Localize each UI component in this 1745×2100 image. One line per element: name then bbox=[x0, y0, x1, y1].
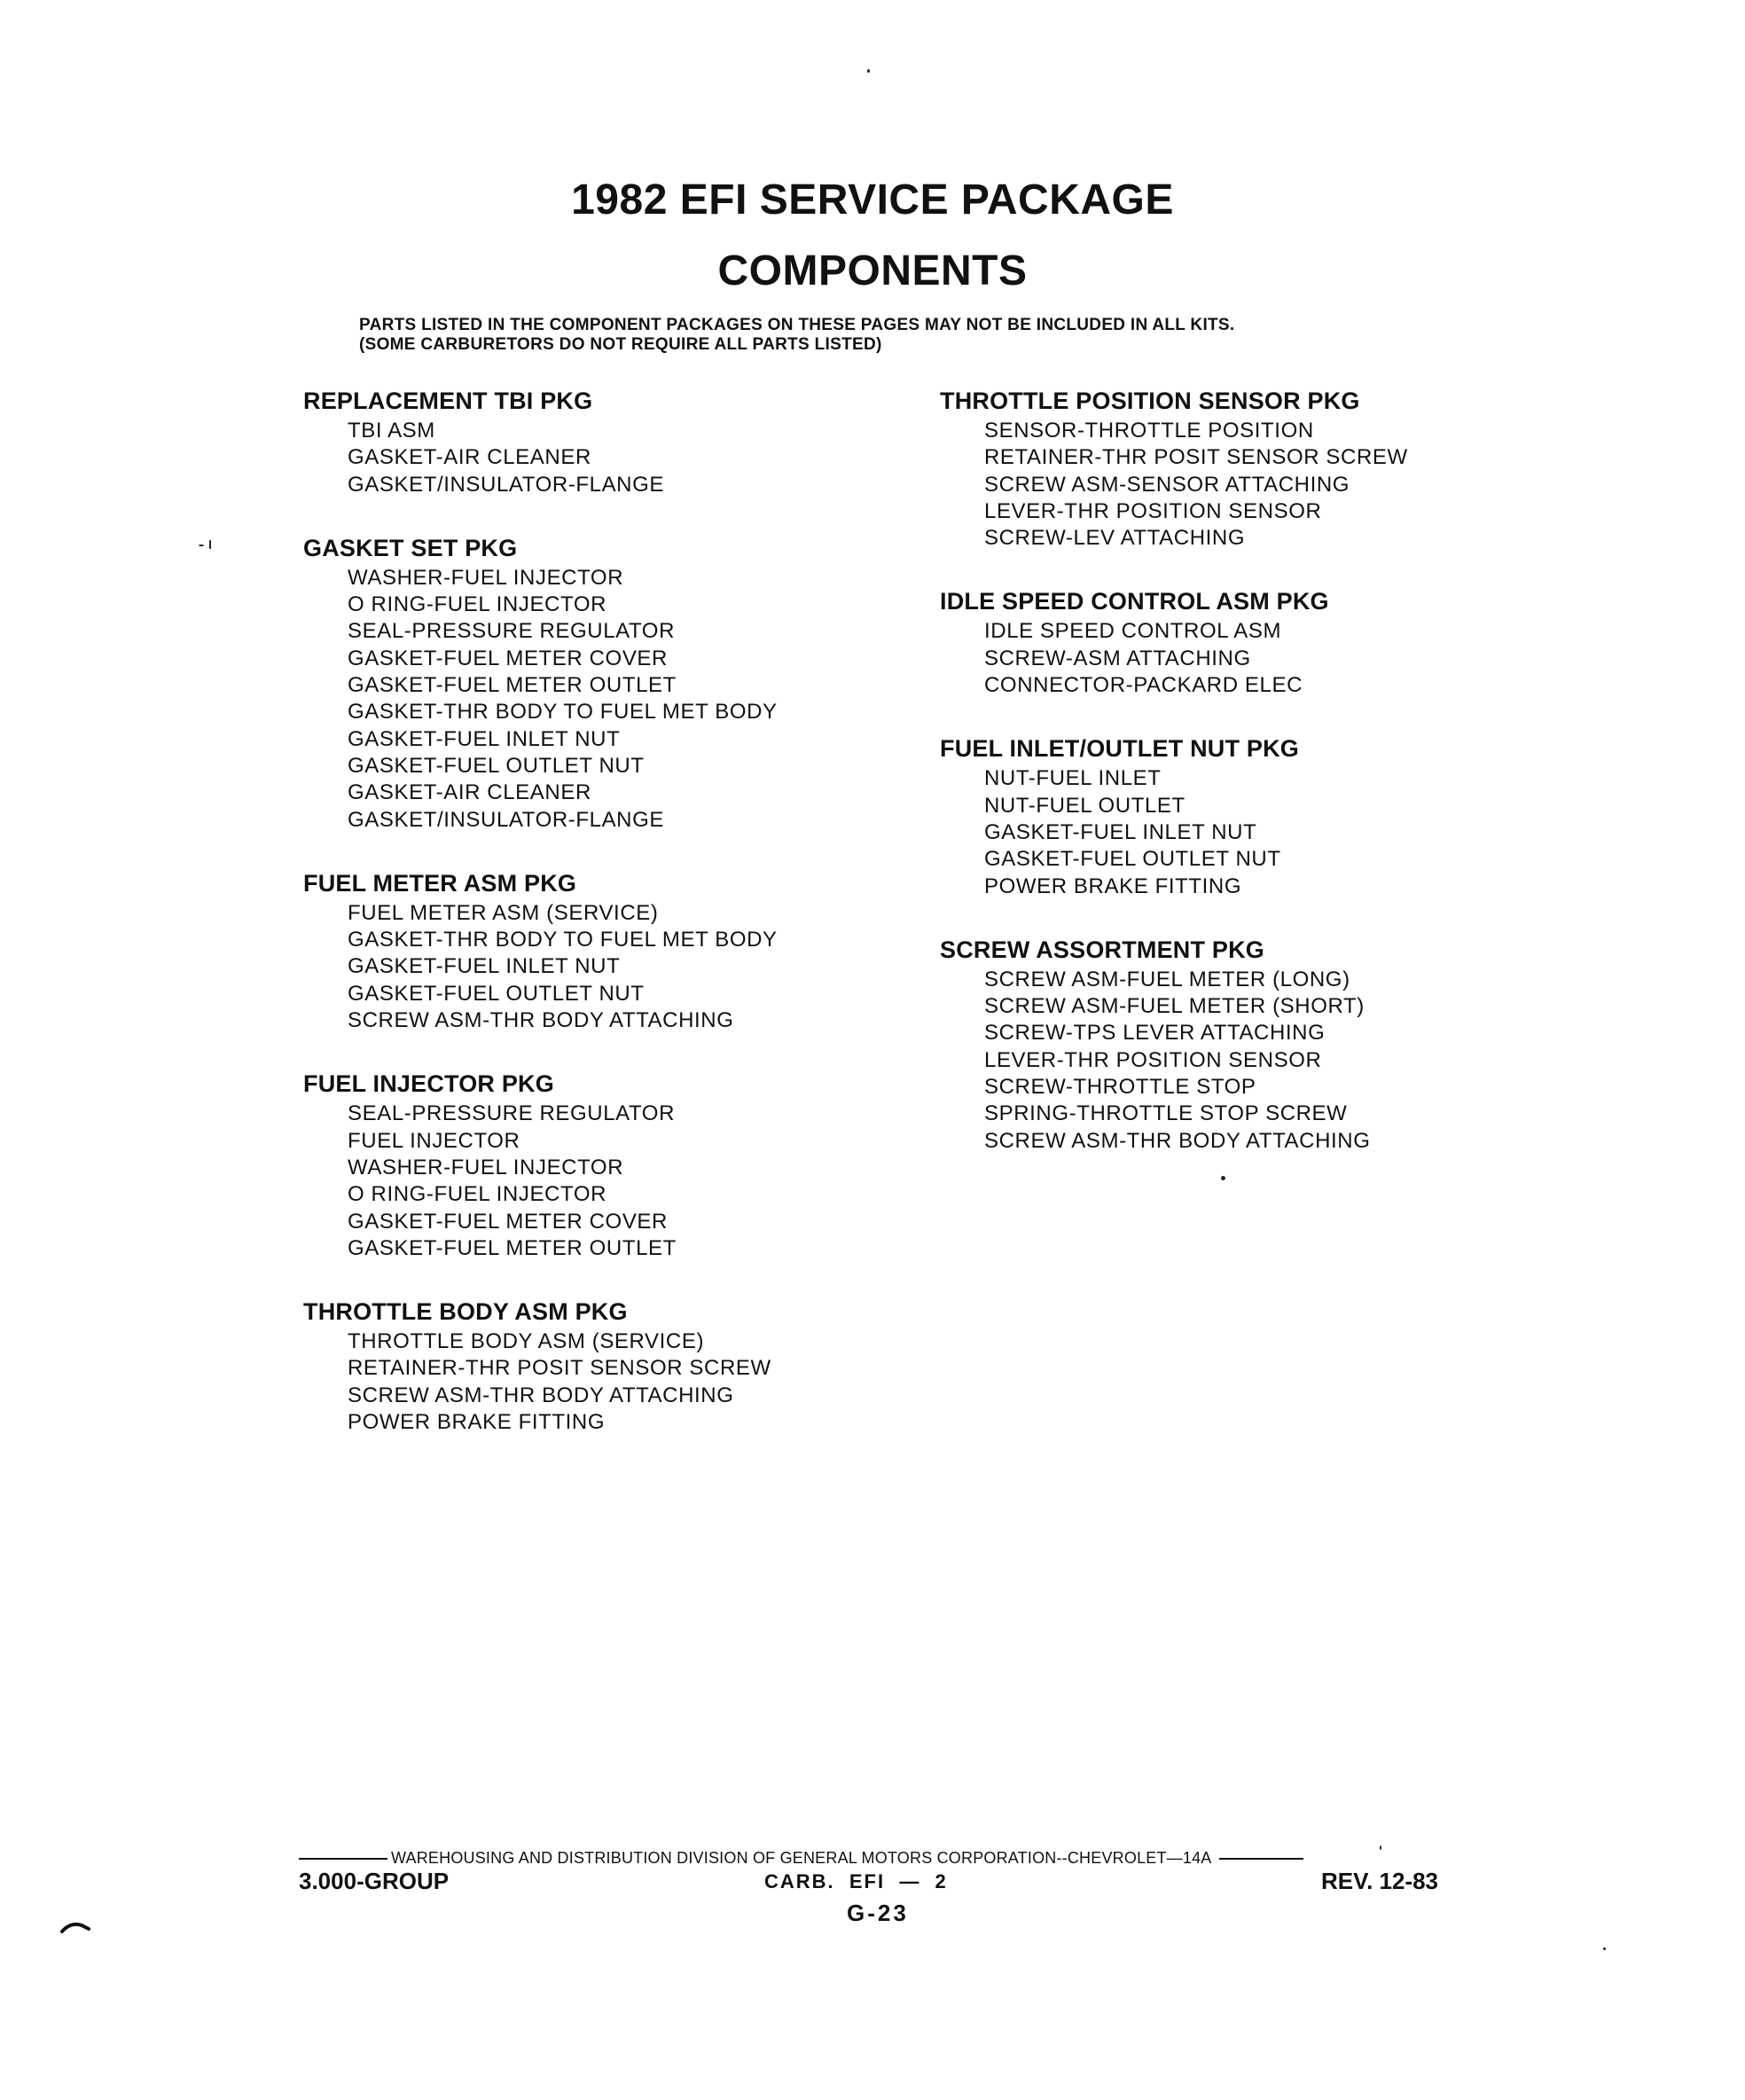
package-item: SCREW-THROTTLE STOP bbox=[984, 1075, 1256, 1100]
package-item: GASKET-FUEL OUTLET NUT bbox=[348, 981, 645, 1006]
page-subtitle: COMPONENTS bbox=[717, 247, 1028, 294]
package-item: WASHER-FUEL INJECTOR bbox=[348, 565, 624, 590]
package-title: IDLE SPEED CONTROL ASM PKG bbox=[940, 588, 1329, 615]
package-item: FUEL INJECTOR bbox=[348, 1128, 520, 1153]
package-item: SEAL-PRESSURE REGULATOR bbox=[348, 619, 676, 644]
package-item: SCREW ASM-THR BODY ATTACHING bbox=[348, 1383, 734, 1407]
notice-line-2: (SOME CARBURETORS DO NOT REQUIRE ALL PARTS LISTED) bbox=[359, 335, 882, 354]
package-item: GASKET-AIR CLEANER bbox=[348, 780, 591, 805]
scan-speck bbox=[1603, 1947, 1606, 1950]
package-item: GASKET-THR BODY TO FUEL MET BODY bbox=[348, 928, 778, 952]
package-throttle-position-sensor bbox=[940, 385, 1408, 552]
package-title: FUEL INJECTOR PKG bbox=[303, 1070, 554, 1098]
package-item: SCREW-LEV ATTACHING bbox=[984, 526, 1246, 551]
package-item: SCREW ASM-FUEL METER (SHORT) bbox=[984, 994, 1365, 1019]
package-item: GASKET-FUEL INLET NUT bbox=[348, 726, 621, 751]
package-item-list bbox=[940, 618, 1408, 699]
footer-revision: REV. 12-83 bbox=[1321, 1868, 1439, 1894]
footer-rule-right bbox=[1219, 1858, 1303, 1860]
package-item-list bbox=[303, 565, 778, 834]
package-throttle-body-asm bbox=[303, 1296, 778, 1436]
package-item: GASKET-FUEL INLET NUT bbox=[984, 819, 1257, 844]
footer-group-code: 3.000-GROUP bbox=[299, 1868, 450, 1894]
package-title: FUEL METER ASM PKG bbox=[303, 869, 577, 897]
footer-division-text: WAREHOUSING AND DISTRIBUTION DIVISION OF GENERAL MOTORS CORPORATION--CHEVROLET—14A bbox=[391, 1849, 1212, 1867]
package-item: NUT-FUEL INLET bbox=[984, 766, 1162, 791]
package-replacement-tbi bbox=[303, 385, 778, 498]
scan-speck bbox=[867, 69, 870, 73]
package-item: GASKET-FUEL METER OUTLET bbox=[348, 673, 677, 698]
scan-speck bbox=[199, 545, 204, 546]
margin-pen-mark bbox=[60, 1920, 90, 1934]
package-idle-speed-control bbox=[940, 585, 1408, 699]
package-item: POWER BRAKE FITTING bbox=[984, 874, 1242, 898]
package-title: THROTTLE BODY ASM PKG bbox=[303, 1298, 628, 1326]
package-item: GASKET-FUEL OUTLET NUT bbox=[348, 753, 645, 778]
package-title: REPLACEMENT TBI PKG bbox=[303, 388, 593, 414]
package-item-list bbox=[303, 900, 778, 1034]
parts-notice bbox=[359, 316, 1467, 355]
package-item: GASKET-FUEL METER COVER bbox=[348, 646, 668, 670]
package-item: WASHER-FUEL INJECTOR bbox=[348, 1155, 624, 1179]
package-item: O RING-FUEL INJECTOR bbox=[348, 1182, 607, 1207]
package-item: GASKET/INSULATOR-FLANGE bbox=[348, 472, 664, 497]
package-fuel-inlet-outlet-nut bbox=[940, 733, 1408, 899]
notice-line-1: PARTS LISTED IN THE COMPONENT PACKAGES ON THESE PAGES MAY NOT BE INCLUDED IN ALL KITS. bbox=[359, 316, 1235, 334]
package-title: SCREW ASSORTMENT PKG bbox=[940, 936, 1265, 963]
package-item: RETAINER-THR POSIT SENSOR SCREW bbox=[348, 1356, 771, 1381]
footer-carb-section: CARB. EFI — 2 bbox=[764, 1870, 948, 1892]
package-item: RETAINER-THR POSIT SENSOR SCREW bbox=[984, 445, 1408, 470]
package-fuel-injector bbox=[303, 1068, 778, 1262]
package-screw-assortment bbox=[940, 934, 1408, 1155]
package-item: THROTTLE BODY ASM (SERVICE) bbox=[348, 1329, 705, 1354]
package-item: SCREW-TPS LEVER ATTACHING bbox=[984, 1021, 1326, 1046]
package-item: FUEL METER ASM (SERVICE) bbox=[348, 900, 659, 925]
package-item: GASKET-FUEL METER COVER bbox=[348, 1209, 668, 1234]
package-title: FUEL INLET/OUTLET NUT PKG bbox=[940, 735, 1299, 763]
scan-speck bbox=[209, 540, 211, 549]
package-gasket-set bbox=[303, 532, 778, 834]
left-column bbox=[303, 385, 778, 1469]
package-item-list bbox=[940, 765, 1408, 899]
package-item-list bbox=[940, 418, 1408, 552]
package-item: GASKET-FUEL INLET NUT bbox=[348, 954, 621, 979]
package-item: GASKET-FUEL METER OUTLET bbox=[348, 1235, 677, 1260]
package-item-list bbox=[303, 418, 778, 498]
package-item: SCREW ASM-SENSOR ATTACHING bbox=[984, 472, 1350, 497]
package-item: SCREW ASM-FUEL METER (LONG) bbox=[984, 967, 1350, 991]
package-item: GASKET-FUEL OUTLET NUT bbox=[984, 847, 1281, 872]
package-item: SEAL-PRESSURE REGULATOR bbox=[348, 1101, 676, 1126]
package-item-list bbox=[940, 967, 1408, 1155]
package-item: LEVER-THR POSITION SENSOR bbox=[984, 1047, 1322, 1072]
package-item: SPRING-THROTTLE STOP SCREW bbox=[984, 1101, 1348, 1126]
package-title: THROTTLE POSITION SENSOR PKG bbox=[940, 388, 1360, 414]
package-item: O RING-FUEL INJECTOR bbox=[348, 592, 607, 617]
package-item: IDLE SPEED CONTROL ASM bbox=[984, 619, 1282, 644]
package-title: GASKET SET PKG bbox=[303, 534, 518, 561]
page-title: 1982 EFI SERVICE PACKAGE bbox=[571, 176, 1174, 223]
footer-page-number: G-23 bbox=[847, 1900, 909, 1926]
package-item: CONNECTOR-PACKARD ELEC bbox=[984, 673, 1303, 698]
package-item-list bbox=[303, 1328, 778, 1436]
package-item: SCREW ASM-THR BODY ATTACHING bbox=[984, 1128, 1371, 1153]
package-item: SCREW-ASM ATTACHING bbox=[984, 646, 1251, 670]
package-item: SENSOR-THROTTLE POSITION bbox=[984, 419, 1314, 443]
package-item: GASKET-AIR CLEANER bbox=[348, 445, 591, 470]
package-item: LEVER-THR POSITION SENSOR bbox=[984, 498, 1322, 523]
footer-rule-left bbox=[299, 1858, 387, 1860]
package-fuel-meter-asm bbox=[303, 867, 778, 1034]
package-item: GASKET/INSULATOR-FLANGE bbox=[348, 807, 664, 832]
package-item: TBI ASM bbox=[348, 419, 435, 443]
right-column bbox=[940, 385, 1408, 1188]
footer-division-line bbox=[299, 1848, 1434, 1868]
package-item: GASKET-THR BODY TO FUEL MET BODY bbox=[348, 700, 778, 725]
package-item: NUT-FUEL OUTLET bbox=[984, 793, 1186, 818]
package-item-list bbox=[303, 1101, 778, 1262]
package-item: SCREW ASM-THR BODY ATTACHING bbox=[348, 1008, 734, 1033]
package-item: POWER BRAKE FITTING bbox=[348, 1410, 606, 1435]
